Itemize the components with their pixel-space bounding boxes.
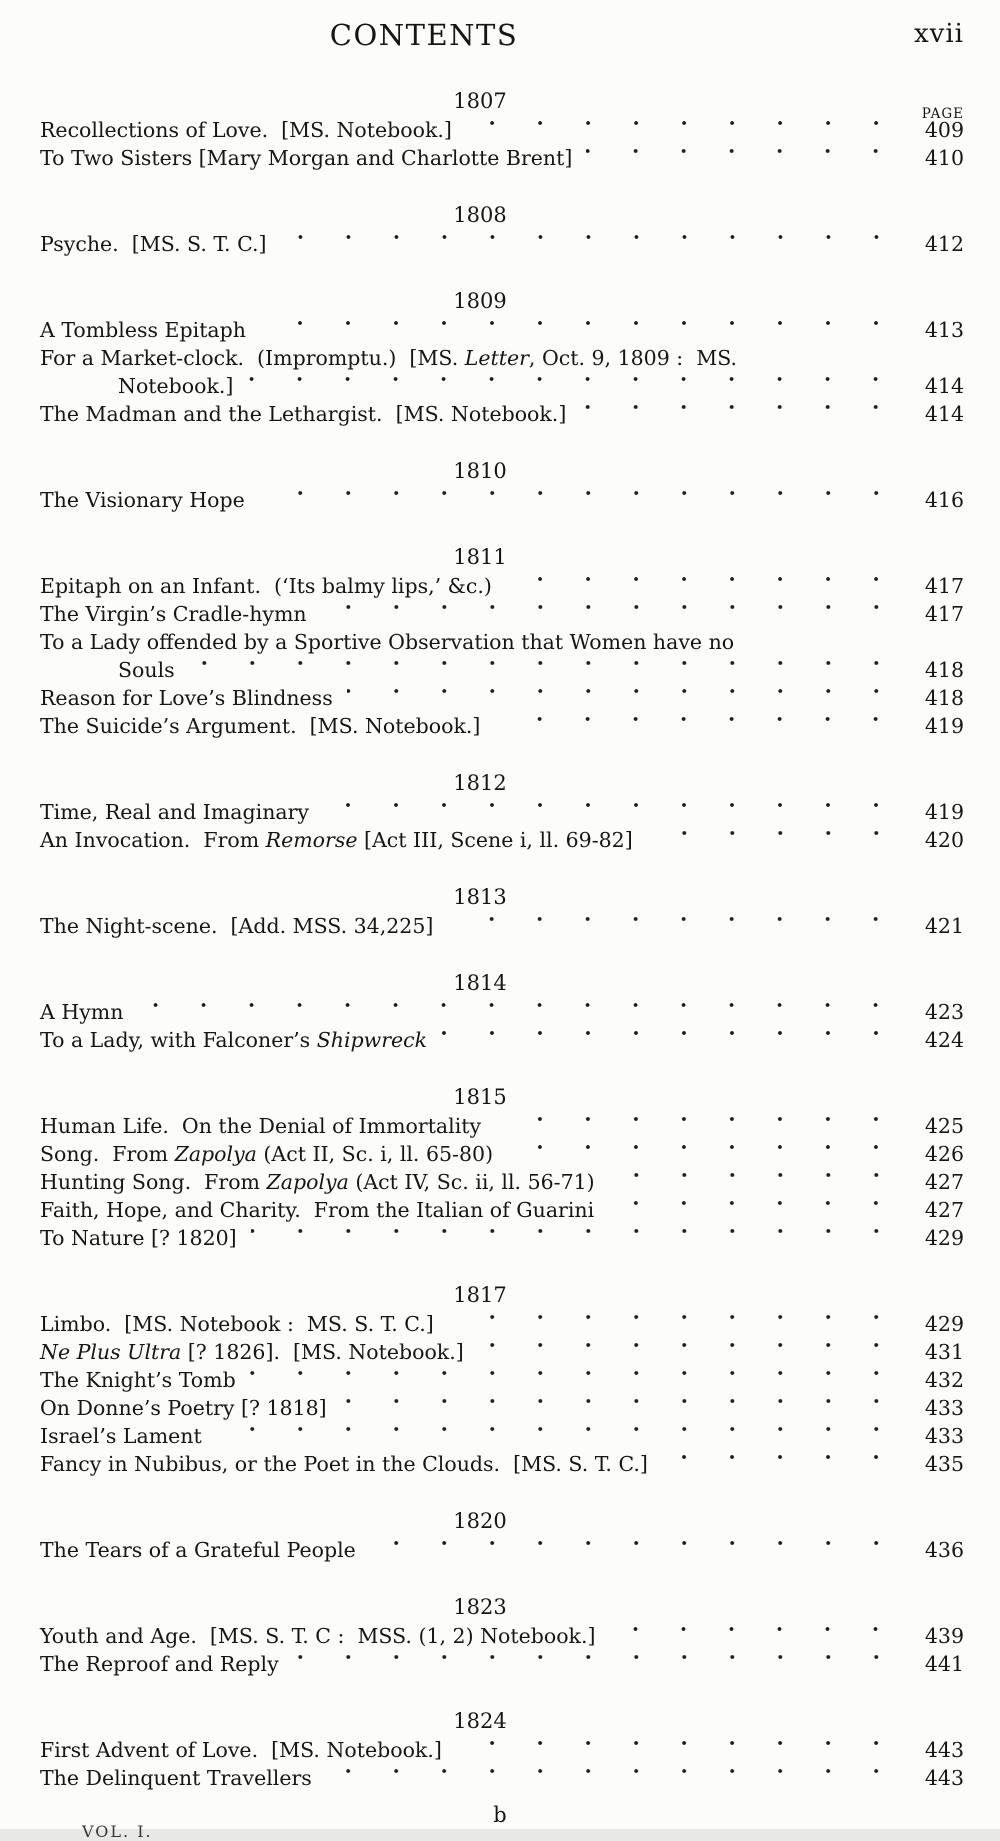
toc-entry-line	[40, 1168, 964, 1196]
entry-title-segment: (Act II, Sc. i, ll. 65-80)	[256, 1142, 494, 1166]
entry-page-number: 418	[924, 658, 964, 682]
toc-sections	[40, 88, 964, 1792]
dot-leader	[189, 656, 906, 684]
entry-title	[40, 572, 492, 600]
entry-title-segment: Limbo. [MS. Notebook : MS. S. T. C.]	[40, 1312, 434, 1336]
toc-section-1809	[40, 288, 964, 428]
entry-title	[40, 1310, 434, 1338]
entry-title	[40, 486, 245, 514]
toc-entry-line	[40, 1224, 964, 1252]
entry-page-number: 414	[924, 402, 964, 426]
entry-page-number: 436	[924, 1538, 964, 1562]
dot-leader	[609, 1168, 906, 1196]
entry-title-segment: Remorse	[265, 828, 358, 852]
dot-leader	[260, 316, 906, 344]
entry-title-segment: Reason for Love’s Blindness	[40, 686, 333, 710]
dot-leader	[466, 116, 906, 144]
toc-entry-line	[40, 1622, 964, 1650]
year-heading: 1813	[453, 885, 507, 909]
entry-title-segment: To a Lady, with Falconer’s	[40, 1028, 317, 1052]
entry-title	[40, 1224, 237, 1252]
entry-title-segment: (Act IV, Sc. ii, ll. 56-71)	[348, 1170, 595, 1194]
entry-title-segment: To a Lady offended by a Sportive Observation that Women have no	[40, 630, 735, 654]
entry-page-number: 420	[924, 828, 964, 852]
dot-leader	[609, 1622, 906, 1650]
entry-title-segment: The Tears of a Grateful People	[40, 1538, 356, 1562]
entry-title	[40, 998, 123, 1026]
dot-leader	[495, 1112, 906, 1140]
entry-page-number: 441	[924, 1652, 964, 1676]
entry-title	[40, 1764, 312, 1792]
entry-title	[40, 826, 633, 854]
year-heading: 1809	[453, 289, 507, 313]
entry-title	[40, 912, 433, 940]
toc-entry-line	[40, 1196, 964, 1224]
entry-title	[40, 1366, 236, 1394]
entry-title-segment: Israel’s Lament	[40, 1424, 202, 1448]
entry-title	[40, 1536, 356, 1564]
entry-title-segment: Fancy in Nubibus, or the Poet in the Clouds. [MS. S. T. C.]	[40, 1452, 648, 1476]
toc-entry-line	[40, 600, 964, 628]
entry-title-segment: [? 1826]. [MS. Notebook.]	[181, 1340, 464, 1364]
dot-leader	[456, 1736, 906, 1764]
entry-title-segment: Letter	[464, 346, 529, 370]
toc-entry-line	[40, 1450, 964, 1478]
entry-title	[40, 316, 246, 344]
entry-title	[40, 798, 309, 826]
page-header	[40, 18, 964, 58]
dot-leader	[281, 230, 906, 258]
entry-title-segment: To Two Sisters [Mary Morgan and Charlotte Brent]	[40, 146, 573, 170]
signature-mark: b	[493, 1803, 507, 1827]
entry-title-segment: , Oct. 9, 1809 : MS.	[528, 346, 738, 370]
toc-entry-line	[40, 344, 964, 372]
dot-leader	[662, 1450, 906, 1478]
entry-page-number: 414	[924, 374, 964, 398]
dot-leader	[259, 486, 906, 514]
toc-entry-line	[40, 1422, 964, 1450]
dot-leader	[448, 1310, 906, 1338]
year-heading: 1820	[453, 1509, 507, 1533]
toc-entry-line	[40, 1366, 964, 1394]
toc-entry-line	[40, 826, 964, 854]
entry-title	[40, 1450, 648, 1478]
toc-entry-line	[40, 1736, 964, 1764]
toc-entry-line	[40, 998, 964, 1026]
entry-page-number: 423	[924, 1000, 964, 1024]
entry-title	[40, 1736, 442, 1764]
toc-section-1823	[40, 1594, 964, 1678]
dot-leader	[507, 1140, 906, 1168]
entry-title-segment: Notebook.]	[118, 374, 234, 398]
entry-title-segment: For a Market-clock. (Impromptu.) [MS.	[40, 346, 465, 370]
toc-entry-line	[40, 116, 964, 144]
toc-entry-line	[40, 1112, 964, 1140]
year-heading: 1824	[453, 1709, 507, 1733]
entry-title	[40, 344, 737, 372]
entry-page-number: 409	[924, 118, 964, 142]
entry-title-segment: The Virgin’s Cradle-hymn	[40, 602, 307, 626]
toc-entry-line	[40, 1650, 964, 1678]
folio-number: xvii	[914, 19, 964, 49]
entry-page-number: 418	[924, 686, 964, 710]
entry-page-number: 412	[924, 232, 964, 256]
dot-leader	[321, 600, 906, 628]
entry-title-segment: The Visionary Hope	[40, 488, 245, 512]
entry-title-segment: Zapolya	[266, 1170, 349, 1194]
entry-page-number: 435	[924, 1452, 964, 1476]
page-title: CONTENTS	[329, 18, 519, 52]
dot-leader	[494, 712, 906, 740]
entry-title	[40, 1140, 493, 1168]
entry-title	[40, 628, 734, 656]
entry-title	[40, 712, 480, 740]
toc-entry-line	[40, 712, 964, 740]
dot-leader	[447, 912, 906, 940]
entry-title	[40, 1394, 327, 1422]
toc-section-1811	[40, 544, 964, 740]
toc-entry-line	[40, 572, 964, 600]
entry-page-number: 439	[924, 1624, 964, 1648]
entry-page-number: 417	[924, 574, 964, 598]
entry-page-number: 443	[924, 1766, 964, 1790]
entry-title	[118, 372, 233, 400]
entry-title-segment: On Donne’s Poetry [? 1818]	[40, 1396, 327, 1420]
entry-title-segment: Youth and Age. [MS. S. T. C : MSS. (1, 2) Notebook.]	[40, 1624, 596, 1648]
entry-title-segment: Shipwreck	[316, 1028, 428, 1052]
entry-page-number: 443	[924, 1738, 964, 1762]
dot-leader	[251, 1224, 906, 1252]
entry-page-number: 424	[924, 1028, 964, 1052]
year-heading: 1808	[453, 203, 507, 227]
entry-page-number: 433	[924, 1424, 964, 1448]
dot-leader	[506, 572, 906, 600]
toc-section-1813	[40, 884, 964, 940]
dot-leader	[580, 400, 906, 428]
toc-entry-line	[40, 1764, 964, 1792]
entry-title	[40, 230, 267, 258]
entry-title	[40, 1650, 279, 1678]
entry-page-number: 426	[924, 1142, 964, 1166]
year-heading: 1812	[453, 771, 507, 795]
entry-title	[40, 1112, 481, 1140]
toc-entry-line	[40, 400, 964, 428]
toc-entry-line	[40, 144, 964, 172]
toc-section-1815	[40, 1084, 964, 1252]
toc-entry-line	[40, 1310, 964, 1338]
page-column-label: PAGE	[921, 106, 964, 122]
entry-title	[40, 1168, 595, 1196]
entry-page-number: 427	[924, 1170, 964, 1194]
entry-page-number: 410	[924, 146, 964, 170]
entry-title	[40, 600, 307, 628]
toc-entry-line	[40, 684, 964, 712]
entry-page-number: 419	[924, 800, 964, 824]
entry-title	[118, 656, 175, 684]
entry-title-segment: The Madman and the Lethargist. [MS. Notebook.]	[40, 402, 567, 426]
dot-leader	[441, 1026, 906, 1054]
year-heading: 1814	[453, 971, 507, 995]
entry-page-number: 425	[924, 1114, 964, 1138]
entry-title	[40, 1422, 202, 1450]
entry-title-segment: Souls	[118, 658, 175, 682]
entry-title-segment: The Delinquent Travellers	[40, 1766, 312, 1790]
entry-title-segment: The Night-scene. [Add. MSS. 34,225]	[40, 914, 434, 938]
toc-section-1824	[40, 1708, 964, 1792]
entry-title	[40, 1622, 595, 1650]
entry-page-number: 431	[924, 1340, 964, 1364]
entry-title-segment: To Nature [? 1820]	[40, 1226, 237, 1250]
year-heading: 1811	[453, 545, 507, 569]
entry-page-number: 419	[924, 714, 964, 738]
toc-section-1820	[40, 1508, 964, 1564]
entry-page-number: 432	[924, 1368, 964, 1392]
entry-title	[40, 400, 566, 428]
toc-entry-line	[40, 316, 964, 344]
entry-title	[40, 1196, 594, 1224]
entry-title-segment: An Invocation. From	[40, 828, 266, 852]
dot-leader	[326, 1764, 906, 1792]
volume-footer-fragment: VOL. I.	[82, 1822, 153, 1841]
entry-page-number: 427	[924, 1198, 964, 1222]
entry-title-segment: A Hymn	[40, 1000, 124, 1024]
dot-leader	[647, 826, 906, 854]
dot-leader	[323, 798, 906, 826]
dot-leader	[370, 1536, 906, 1564]
entry-page-number: 429	[924, 1312, 964, 1336]
toc-entry-line	[40, 486, 964, 514]
dot-leader	[347, 684, 906, 712]
entry-title-segment: Zapolya	[174, 1142, 257, 1166]
dot-leader	[478, 1338, 906, 1366]
toc-entry-line	[40, 656, 964, 684]
page-footer	[0, 1799, 1000, 1841]
entry-title-segment: A Tombless Epitaph	[40, 318, 246, 342]
year-heading: 1823	[453, 1595, 507, 1619]
toc-entry-line	[40, 1338, 964, 1366]
year-heading: 1810	[453, 459, 507, 483]
entry-title	[40, 1338, 464, 1366]
entry-page-number: 421	[924, 914, 964, 938]
toc-entry-line	[40, 372, 964, 400]
toc-entry-line	[40, 628, 964, 656]
dot-leader	[293, 1650, 906, 1678]
dot-leader	[216, 1422, 906, 1450]
entry-title-segment: Hunting Song. From	[40, 1170, 267, 1194]
toc-section-1817	[40, 1282, 964, 1478]
entry-title-segment: Epitaph on an Infant. (‘Its balmy lips,’ &c.)	[40, 574, 492, 598]
entry-title-segment: Ne Plus Ultra	[40, 1340, 182, 1364]
entry-title-segment: The Reproof and Reply	[40, 1652, 279, 1676]
dot-leader	[250, 1366, 906, 1394]
entry-title	[40, 144, 572, 172]
dot-leader	[341, 1394, 906, 1422]
entry-title-segment: Human Life. On the Denial of Immortality	[40, 1114, 482, 1138]
year-heading: 1807	[453, 89, 507, 113]
toc-section-1807	[40, 88, 964, 172]
toc-entry-line	[40, 1140, 964, 1168]
toc-section-1814	[40, 970, 964, 1054]
toc-entry-line	[40, 1536, 964, 1564]
year-heading: 1817	[453, 1283, 507, 1307]
entry-page-number: 433	[924, 1396, 964, 1420]
entry-title	[40, 116, 452, 144]
entry-title-segment: Recollections of Love. [MS. Notebook.]	[40, 118, 452, 142]
entry-page-number: 416	[924, 488, 964, 512]
entry-title-segment: Faith, Hope, and Charity. From the Italian of Guarini	[40, 1198, 595, 1222]
dot-leader	[586, 144, 906, 172]
entry-title-segment: [Act III, Scene i, ll. 69-82]	[357, 828, 633, 852]
entry-page-number: 413	[924, 318, 964, 342]
toc-section-1808	[40, 202, 964, 258]
entry-title-segment: The Suicide’s Argument. [MS. Notebook.]	[40, 714, 481, 738]
toc-entry-line	[40, 912, 964, 940]
dot-leader	[247, 372, 906, 400]
entry-title-segment: Song. From	[40, 1142, 175, 1166]
toc-section-1810	[40, 458, 964, 514]
entry-title	[40, 1026, 427, 1054]
entry-title-segment: First Advent of Love. [MS. Notebook.]	[40, 1738, 442, 1762]
entry-page-number: 417	[924, 602, 964, 626]
year-heading: 1815	[453, 1085, 507, 1109]
dot-leader	[608, 1196, 906, 1224]
toc-section-1812	[40, 770, 964, 854]
entry-title-segment: Time, Real and Imaginary	[40, 800, 310, 824]
toc-entry-line	[40, 798, 964, 826]
toc-entry-line	[40, 1026, 964, 1054]
toc-entry-line	[40, 1394, 964, 1422]
toc-entry-line	[40, 230, 964, 258]
entry-title	[40, 684, 333, 712]
entry-title-segment: Psyche. [MS. S. T. C.]	[40, 232, 267, 256]
entry-page-number: 429	[924, 1226, 964, 1250]
entry-title-segment: The Knight’s Tomb	[40, 1368, 236, 1392]
dot-leader	[137, 998, 906, 1026]
